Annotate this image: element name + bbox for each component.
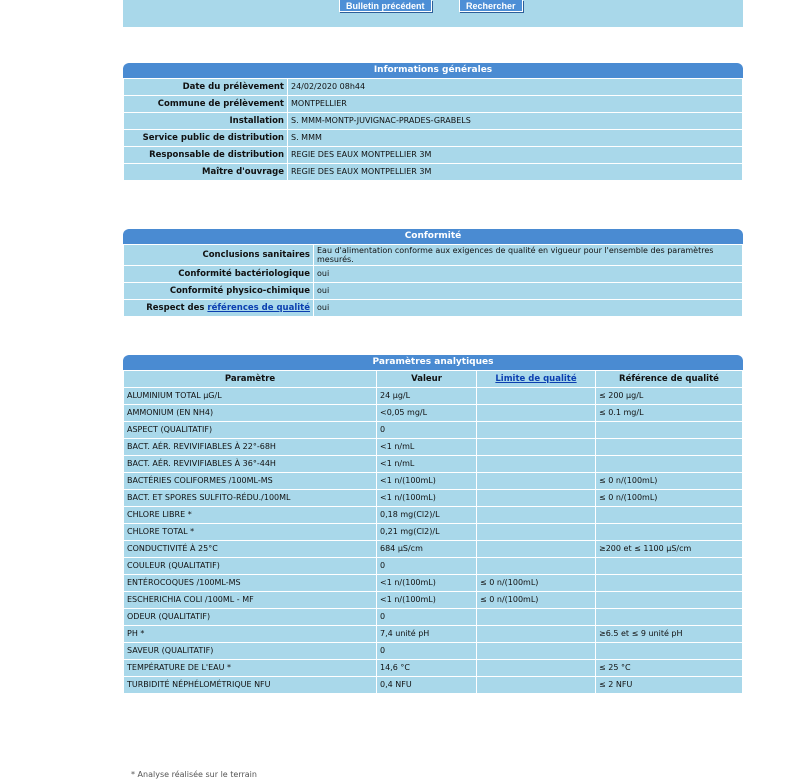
reference-cell [596, 643, 743, 660]
physchim-value: oui [314, 283, 743, 300]
reference-cell: ≥6.5 et ≤ 9 unité pH [596, 626, 743, 643]
analytics-header-row [124, 371, 743, 388]
table-row [124, 626, 743, 643]
limit-cell [477, 439, 596, 456]
table-row [124, 507, 743, 524]
general-info-label: Date du prélèvement [124, 79, 288, 96]
limit-cell [477, 643, 596, 660]
table-row [124, 490, 743, 507]
value-cell: 0 [377, 558, 477, 575]
param-cell: ODEUR (QUALITATIF) [124, 609, 377, 626]
value-cell: 7,4 unité pH [377, 626, 477, 643]
limit-cell [477, 388, 596, 405]
table-row [124, 575, 743, 592]
general-info-label: Maître d'ouvrage [124, 164, 288, 181]
limit-cell [477, 626, 596, 643]
conformity-row [124, 283, 743, 300]
param-cell: ESCHERICHIA COLI /100ML - MF [124, 592, 377, 609]
general-info-panel [123, 63, 743, 181]
table-row [124, 456, 743, 473]
col-limit-header [477, 371, 596, 388]
respect-prefix: Respect des [146, 303, 208, 313]
value-cell: 0 [377, 609, 477, 626]
param-cell: PH * [124, 626, 377, 643]
respect-label [124, 300, 314, 317]
table-row [124, 541, 743, 558]
general-info-value: 24/02/2020 08h44 [288, 79, 743, 96]
general-info-label: Service public de distribution [124, 130, 288, 147]
param-cell: BACT. AÉR. REVIVIFIABLES À 22°-68H [124, 439, 377, 456]
reference-cell [596, 422, 743, 439]
value-cell: 14,6 °C [377, 660, 477, 677]
general-info-value: REGIE DES EAUX MONTPELLIER 3M [288, 164, 743, 181]
reference-cell: ≤ 25 °C [596, 660, 743, 677]
reference-cell [596, 524, 743, 541]
conclusions-value: Eau d'alimentation conforme aux exigences de qualité en vigueur pour l'ensemble des paramètres mesurés. [314, 245, 743, 266]
value-cell: 0,21 mg(Cl2)/L [377, 524, 477, 541]
general-info-value: S. MMM-MONTP-JUVIGNAC-PRADES-GRABELS [288, 113, 743, 130]
reference-cell [596, 592, 743, 609]
value-cell: 0 [377, 643, 477, 660]
reference-cell: ≤ 0 n/(100mL) [596, 490, 743, 507]
param-cell: TURBIDITÉ NÉPHÉLOMÉTRIQUE NFU [124, 677, 377, 694]
general-info-row [124, 113, 743, 130]
param-cell: ENTÉROCOQUES /100ML-MS [124, 575, 377, 592]
value-cell: <1 n/(100mL) [377, 592, 477, 609]
conformity-panel [123, 229, 743, 317]
limit-cell [477, 609, 596, 626]
general-info-value: S. MMM [288, 130, 743, 147]
limit-cell [477, 677, 596, 694]
col-param-header: Paramètre [124, 371, 377, 388]
quality-limit-link[interactable]: Limite de qualité [495, 374, 577, 384]
reference-cell: ≤ 0 n/(100mL) [596, 473, 743, 490]
analytics-title: Paramètres analytiques [123, 355, 743, 370]
col-ref-header: Référence de qualité [596, 371, 743, 388]
limit-cell [477, 473, 596, 490]
value-cell: <1 n/mL [377, 456, 477, 473]
param-cell: AMMONIUM (EN NH4) [124, 405, 377, 422]
footnote: * Analyse réalisée sur le terrain [131, 770, 257, 779]
value-cell: 0 [377, 422, 477, 439]
value-cell: 684 µS/cm [377, 541, 477, 558]
conformity-row [124, 245, 743, 266]
conformity-table [123, 244, 743, 317]
limit-cell [477, 524, 596, 541]
reference-cell [596, 575, 743, 592]
general-info-label: Responsable de distribution [124, 147, 288, 164]
conformity-title: Conformité [123, 229, 743, 244]
previous-bulletin-button[interactable]: Bulletin précédent [339, 0, 432, 12]
table-row [124, 609, 743, 626]
param-cell: CHLORE LIBRE * [124, 507, 377, 524]
param-cell: BACT. AÉR. REVIVIFIABLES À 36°-44H [124, 456, 377, 473]
table-row [124, 473, 743, 490]
conclusions-label: Conclusions sanitaires [124, 245, 314, 266]
general-info-row [124, 130, 743, 147]
bacterio-value: oui [314, 266, 743, 283]
table-row [124, 405, 743, 422]
reference-cell [596, 507, 743, 524]
reference-cell [596, 456, 743, 473]
value-cell: 24 µg/L [377, 388, 477, 405]
general-info-value: REGIE DES EAUX MONTPELLIER 3M [288, 147, 743, 164]
param-cell: CHLORE TOTAL * [124, 524, 377, 541]
param-cell: SAVEUR (QUALITATIF) [124, 643, 377, 660]
table-row [124, 558, 743, 575]
param-cell: TEMPÉRATURE DE L'EAU * [124, 660, 377, 677]
reference-cell: ≤ 0.1 mg/L [596, 405, 743, 422]
param-cell: COULEUR (QUALITATIF) [124, 558, 377, 575]
reference-cell [596, 439, 743, 456]
value-cell: <1 n/(100mL) [377, 473, 477, 490]
limit-cell [477, 422, 596, 439]
general-info-title: Informations générales [123, 63, 743, 78]
table-row [124, 388, 743, 405]
table-row [124, 592, 743, 609]
limit-cell [477, 490, 596, 507]
conformity-row [124, 266, 743, 283]
reference-cell: ≥200 et ≤ 1100 µS/cm [596, 541, 743, 558]
reference-cell: ≤ 2 NFU [596, 677, 743, 694]
reference-cell [596, 558, 743, 575]
analytics-table [123, 370, 743, 694]
value-cell: <1 n/mL [377, 439, 477, 456]
value-cell: 0,4 NFU [377, 677, 477, 694]
param-cell: BACTÉRIES COLIFORMES /100ML-MS [124, 473, 377, 490]
param-cell: CONDUCTIVITÉ À 25°C [124, 541, 377, 558]
limit-cell [477, 541, 596, 558]
param-cell: ALUMINIUM TOTAL µG/L [124, 388, 377, 405]
value-cell: <1 n/(100mL) [377, 490, 477, 507]
param-cell: ASPECT (QUALITATIF) [124, 422, 377, 439]
table-row [124, 439, 743, 456]
limit-cell [477, 507, 596, 524]
conformity-row [124, 300, 743, 317]
bacterio-label: Conformité bactériologique [124, 266, 314, 283]
limit-cell: ≤ 0 n/(100mL) [477, 592, 596, 609]
table-row [124, 643, 743, 660]
limit-cell [477, 660, 596, 677]
table-row [124, 422, 743, 439]
quality-references-link[interactable]: références de qualité [207, 303, 310, 313]
search-button[interactable]: Rechercher [459, 0, 523, 12]
limit-cell [477, 405, 596, 422]
general-info-table [123, 78, 743, 181]
general-info-label: Commune de prélèvement [124, 96, 288, 113]
general-info-row [124, 79, 743, 96]
limit-cell [477, 558, 596, 575]
table-row [124, 677, 743, 694]
reference-cell: ≤ 200 µg/L [596, 388, 743, 405]
value-cell: <0,05 mg/L [377, 405, 477, 422]
general-info-row [124, 96, 743, 113]
param-cell: BACT. ET SPORES SULFITO-RÉDU./100ML [124, 490, 377, 507]
general-info-label: Installation [124, 113, 288, 130]
value-cell: 0,18 mg(Cl2)/L [377, 507, 477, 524]
limit-cell [477, 456, 596, 473]
general-info-row [124, 164, 743, 181]
limit-cell: ≤ 0 n/(100mL) [477, 575, 596, 592]
value-cell: <1 n/(100mL) [377, 575, 477, 592]
toolbar-band [123, 0, 743, 27]
analytics-panel [123, 355, 743, 694]
table-row [124, 524, 743, 541]
col-value-header: Valeur [377, 371, 477, 388]
general-info-value: MONTPELLIER [288, 96, 743, 113]
respect-value: oui [314, 300, 743, 317]
general-info-row [124, 147, 743, 164]
physchim-label: Conformité physico-chimique [124, 283, 314, 300]
table-row [124, 660, 743, 677]
reference-cell [596, 609, 743, 626]
